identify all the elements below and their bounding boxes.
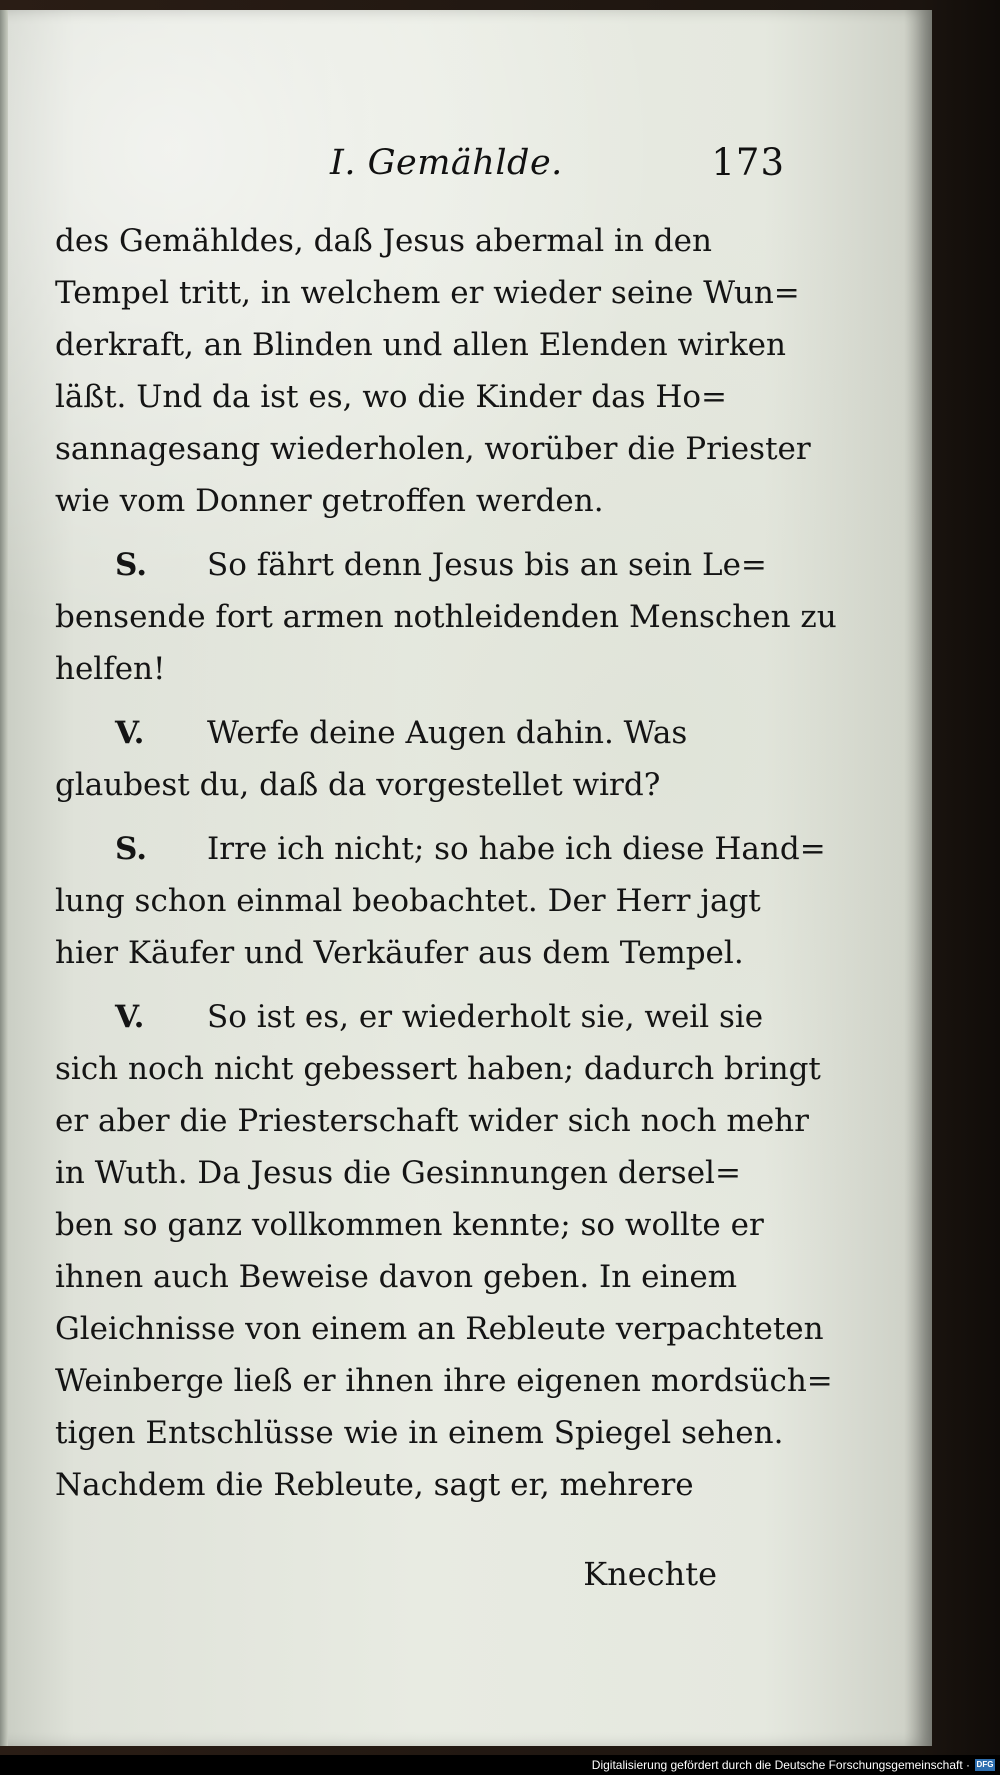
text-line: sannagesang wiederholen, worüber die Priester (55, 431, 811, 467)
speaker-label: S. (115, 547, 148, 583)
body-text (55, 215, 837, 1511)
text-line: lung schon einmal beobachtet. Der Herr jagt (55, 883, 761, 919)
text-line: hier Käufer und Verkäufer aus dem Tempel. (55, 935, 744, 971)
text-line: helfen! (55, 651, 166, 687)
dfg-logo: DFG (976, 1760, 994, 1769)
page-number: 173 (711, 141, 785, 184)
speaker-label: V. (115, 715, 145, 751)
speaker-label: V. (115, 999, 145, 1035)
digitization-footer (0, 1755, 1000, 1775)
dialogue-text: Irre ich nicht; so habe ich diese Hand= (207, 831, 826, 867)
dialogue-text: So ist es, er wiederholt sie, weil sie (207, 999, 764, 1035)
dialogue-text: So fährt denn Jesus bis an sein Le= (207, 547, 767, 583)
text-line: ben so ganz vollkommen kennte; so wollte er (55, 1207, 764, 1243)
text-line: er aber die Priesterschaft wider sich noch mehr (55, 1103, 809, 1139)
text-line: derkraft, an Blinden und allen Elenden wirken (55, 327, 786, 363)
text-line: Gleichnisse von einem an Rebleute verpachteten (55, 1311, 824, 1347)
dialogue-line (55, 539, 785, 591)
paragraph-gap (55, 695, 785, 707)
text-line: in Wuth. Da Jesus die Gesinnungen dersel= (55, 1155, 741, 1191)
dialogue-line (55, 707, 785, 759)
page-header (330, 138, 785, 188)
running-head: I. Gemählde. (330, 143, 563, 183)
text-line: bensende fort armen nothleidenden Menschen zu (55, 599, 837, 635)
dialogue-line (55, 823, 826, 875)
text-line: tigen Entschlüsse wie in einem Spiegel sehen. (55, 1415, 784, 1451)
catchword: Knechte (583, 1555, 717, 1593)
text-line: des Gemähldes, daß Jesus abermal in den (55, 223, 712, 259)
paragraph-gap (55, 811, 785, 823)
speaker-label: S. (115, 831, 148, 867)
dialogue-text: Werfe deine Augen dahin. Was (207, 715, 688, 751)
text-line: Nachdem die Rebleute, sagt er, mehrere (55, 1467, 694, 1503)
text-line: ihnen auch Beweise davon geben. In einem (55, 1259, 738, 1295)
text-line: sich noch nicht gebessert haben; dadurch bringt (55, 1051, 821, 1087)
book-page (0, 10, 932, 1746)
text-line: Weinberge ließ er ihnen ihre eigenen mordsüch= (55, 1363, 833, 1399)
text-line: Tempel tritt, in welchem er wieder seine Wun= (55, 275, 800, 311)
funding-notice: Digitalisierung gefördert durch die Deutsche Forschungsgemeinschaft · (591, 1758, 970, 1772)
text-line: läßt. Und da ist es, wo die Kinder das Ho= (55, 379, 728, 415)
paragraph-gap (55, 527, 785, 539)
paragraph-gap (55, 979, 785, 991)
dialogue-line (55, 991, 785, 1043)
text-line: wie vom Donner getroffen werden. (55, 483, 604, 519)
text-line: glaubest du, daß da vorgestellet wird? (55, 767, 661, 803)
